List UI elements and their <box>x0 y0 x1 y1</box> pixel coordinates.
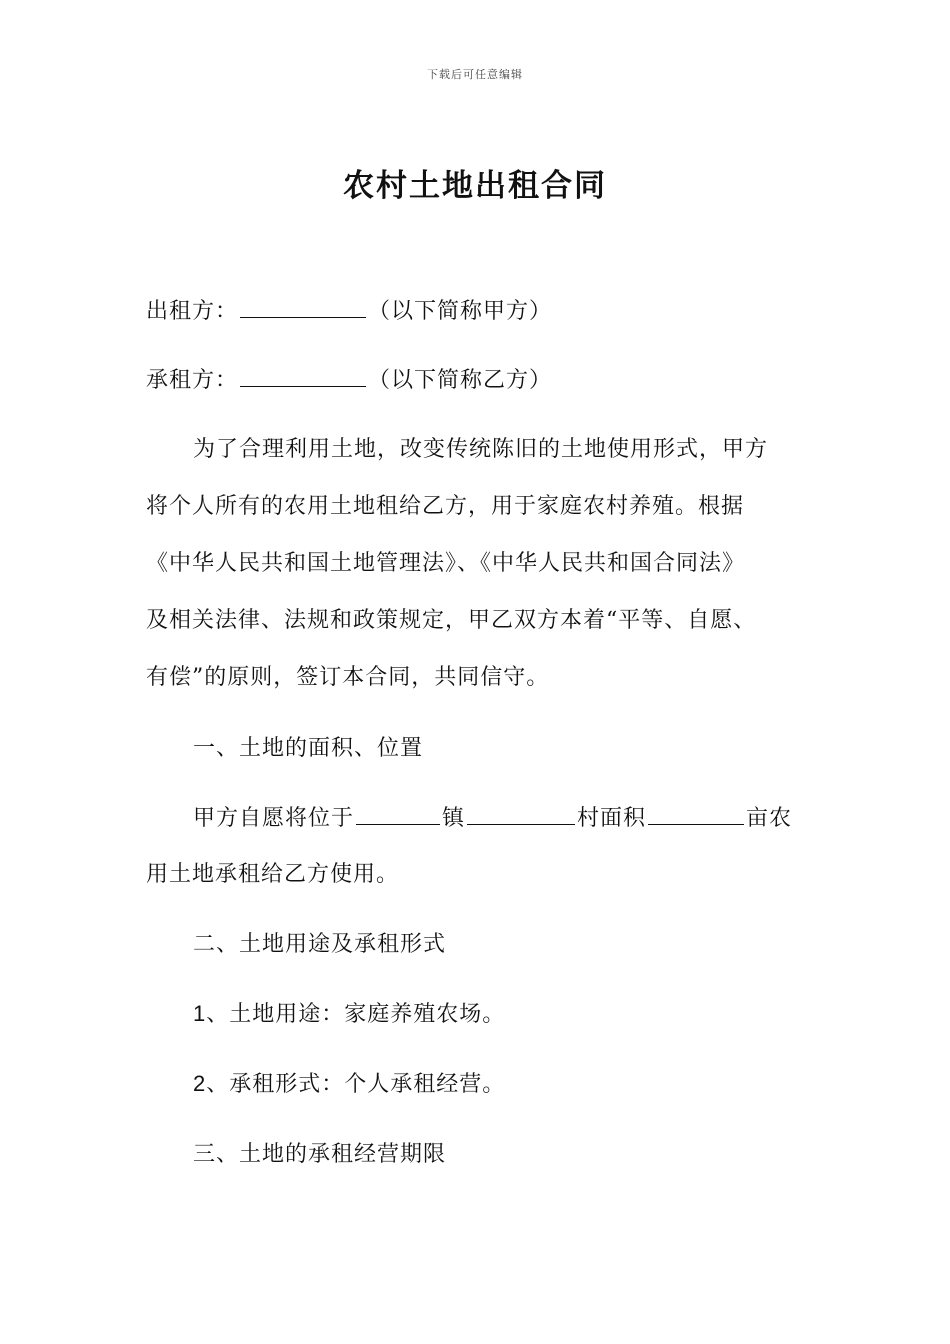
location-text-1: 甲方自愿将位于 <box>193 806 355 831</box>
location-text-2: 镇 <box>442 806 466 831</box>
section-1-heading: 一、土地的面积、位置 <box>193 736 424 761</box>
preamble-line-4: 及相关法律、法规和政策规定，甲乙双方本着“平等、自愿、 <box>146 608 757 633</box>
lessor-suffix: （以下简称甲方） <box>368 299 553 324</box>
lessee-name-blank[interactable] <box>240 364 366 387</box>
header-note: 下载后可任意编辑 <box>427 68 523 81</box>
location-text-3: 村面积 <box>577 806 647 831</box>
section-3-heading: 三、土地的承租经营期限 <box>193 1142 447 1167</box>
area-blank[interactable] <box>648 802 744 825</box>
preamble-line-3: 《中华人民共和国土地管理法》、《中华人民共和国合同法》 <box>146 551 746 576</box>
lessor-line <box>146 295 811 328</box>
location-text-4: 亩农 <box>746 806 793 831</box>
preamble-line-1: 为了合理利用土地，改变传统陈旧的土地使用形式，甲方 <box>193 437 769 462</box>
lessee-suffix: （以下简称乙方） <box>368 368 553 393</box>
item-2-number: 2 <box>193 1071 207 1096</box>
lessor-name-blank[interactable] <box>240 295 366 318</box>
document-title: 农村土地出租合同 <box>343 168 607 204</box>
section-1-paragraph-line-1 <box>193 802 811 835</box>
item-1-number: 1 <box>193 1001 207 1026</box>
preamble-line-5: 有偿”的原则，签订本合同，共同信守。 <box>146 665 550 690</box>
lessee-line <box>146 364 811 397</box>
item-2-text: 、承租形式：个人承租经营。 <box>206 1072 506 1097</box>
section-2-heading: 二、土地用途及承租形式 <box>193 932 447 957</box>
section-2-item-1 <box>193 998 811 1031</box>
lessee-label: 承租方： <box>146 368 239 393</box>
item-1-text: 、土地用途：家庭养殖农场。 <box>206 1002 506 1027</box>
lessor-label: 出租方： <box>146 299 239 324</box>
section-1-paragraph-line-2: 用土地承租给乙方使用。 <box>146 862 400 887</box>
town-blank[interactable] <box>356 802 440 825</box>
section-2-item-2 <box>193 1068 811 1101</box>
preamble-line-2: 将个人所有的农用土地租给乙方，用于家庭农村养殖。根据 <box>146 494 745 519</box>
village-blank[interactable] <box>467 802 575 825</box>
